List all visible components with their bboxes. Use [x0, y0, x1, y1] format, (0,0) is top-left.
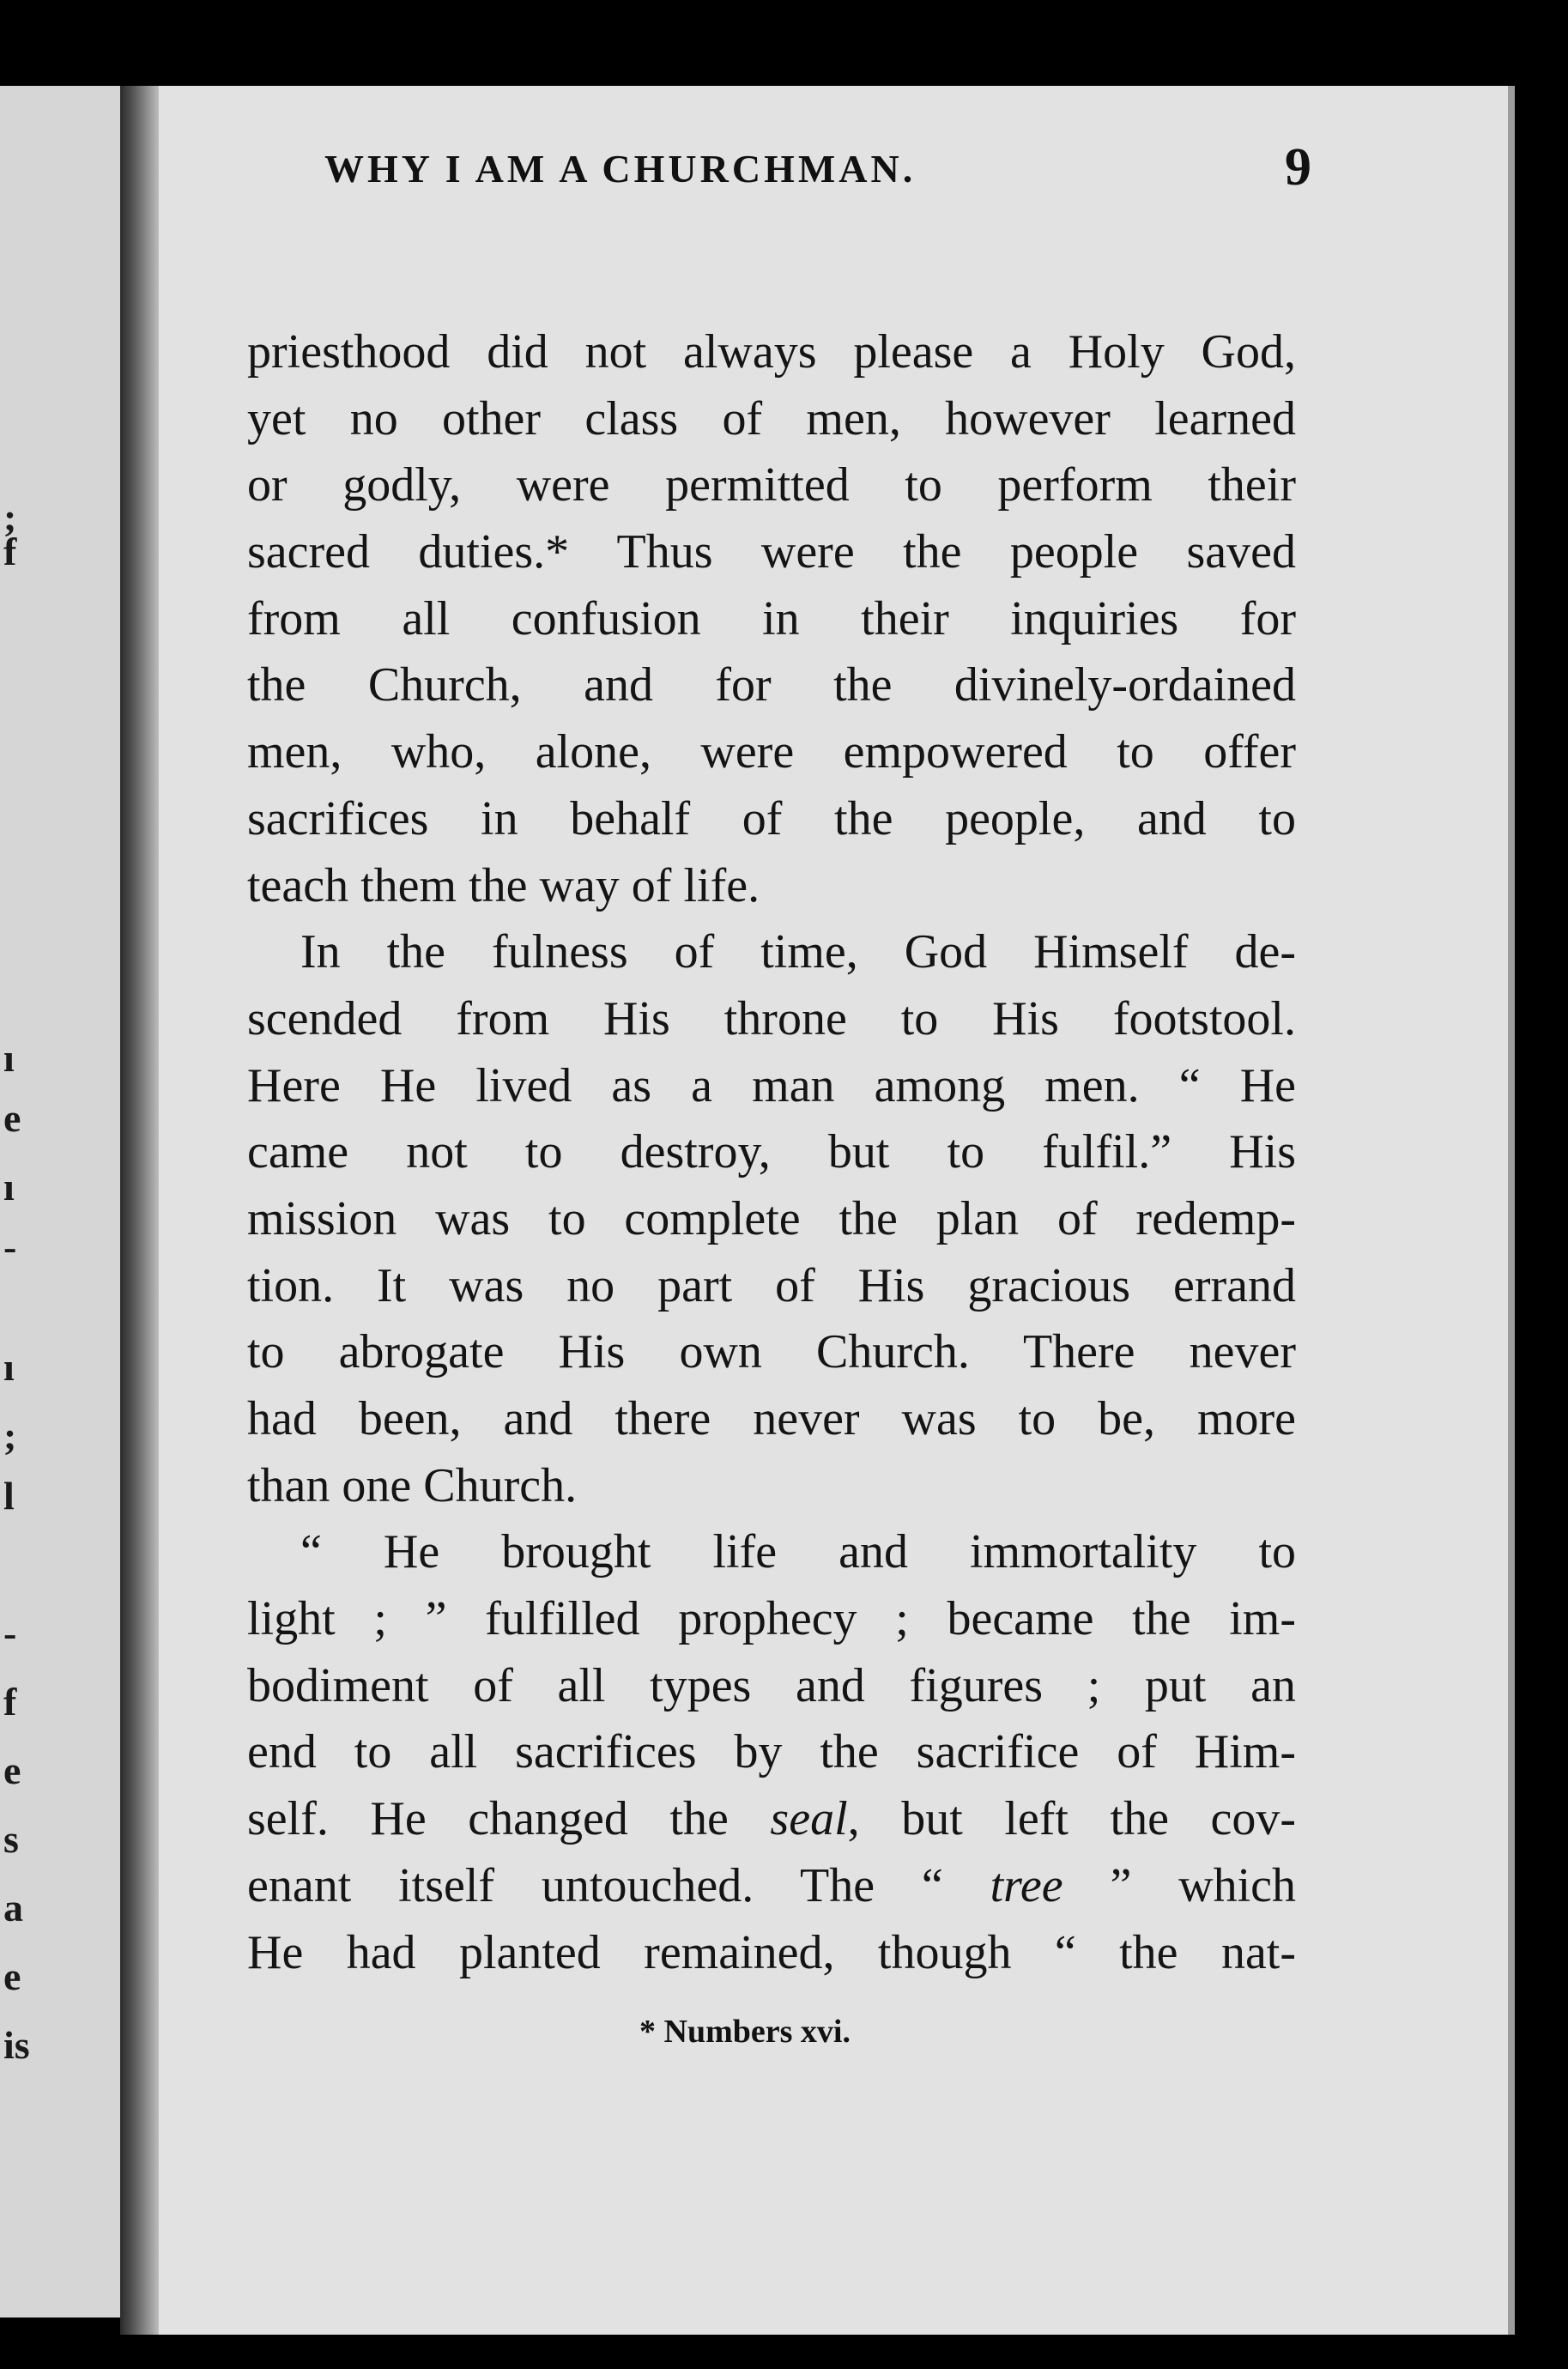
text-line: light ; ” fulfilled prophecy ; became the im-: [247, 1592, 1296, 1646]
edge-letter: s: [3, 1817, 19, 1861]
edge-letter: ı: [3, 1036, 15, 1080]
italic-word-seal: seal: [770, 1792, 848, 1846]
edge-letter: l: [3, 1474, 15, 1518]
edge-letter: is: [3, 2023, 30, 2067]
text-line: [247, 1853, 1296, 1920]
text-line: tion. It was no part of His gracious errand: [247, 1258, 1296, 1312]
text-line: teach them the way of life.: [247, 858, 760, 912]
text-line: from all confusion in their inquiries for: [247, 591, 1296, 645]
edge-letter: ı: [3, 1345, 15, 1389]
text-line: sacred duties.* Thus were the people saved: [247, 525, 1296, 579]
text-segment: enant itself untouched. The “: [247, 1858, 943, 1912]
page-number: 9: [1285, 138, 1311, 197]
edge-letter: a: [3, 1886, 23, 1930]
edge-letter: -: [3, 1611, 17, 1655]
text-line: end to all sacrifices by the sacrifice of Him-: [247, 1725, 1296, 1779]
text-segment: self. He changed the: [247, 1792, 729, 1846]
text-line: or godly, were permitted to perform their: [247, 458, 1296, 512]
text-line: mission was to complete the plan of redemp-: [247, 1191, 1296, 1245]
book-gutter: [120, 86, 163, 2335]
page-edge-shadow: [1508, 86, 1515, 2335]
text-line: had been, and there never was to be, more: [247, 1392, 1296, 1445]
text-line: Here He lived as a man among men. “ He: [247, 1058, 1296, 1112]
text-segment: , but left the cov-: [847, 1792, 1296, 1846]
text-line: yet no other class of men, however learned: [247, 391, 1296, 445]
edge-letter: e: [3, 1096, 21, 1140]
running-head: WHY I AM A CHURCHMAN.: [324, 147, 917, 191]
text-line: to abrogate His own Church. There never: [247, 1325, 1296, 1379]
edge-letter: -: [3, 1225, 17, 1269]
edge-letter: f: [3, 1680, 17, 1724]
text-line: scended from His throne to His footstool.: [247, 991, 1296, 1045]
text-line: In the fulness of time, God Himself de-: [300, 925, 1296, 979]
text-line: men, who, alone, were empowered to offer: [247, 725, 1296, 779]
text-line: “ He brought life and immortality to: [300, 1525, 1296, 1579]
italic-word-tree: tree: [990, 1858, 1063, 1912]
text-line: He had planted remained, though “ the nat-: [247, 1925, 1296, 1979]
facing-page-edge: [0, 86, 120, 2318]
facing-page-letters: [0, 86, 30, 2318]
text-line: the Church, and for the divinely-ordained: [247, 658, 1296, 712]
page-header: [324, 137, 1311, 206]
edge-letter: ;: [3, 1414, 17, 1457]
text-line: sacrifices in behalf of the people, and to: [247, 791, 1296, 845]
text-line: [247, 1786, 1296, 1853]
edge-letter: e: [3, 1748, 21, 1792]
edge-letter: e: [3, 1954, 21, 1998]
text-line: than one Church.: [247, 1458, 578, 1512]
text-segment: ” which: [1062, 1858, 1296, 1912]
text-line: priesthood did not always please a Holy God,: [247, 325, 1296, 379]
edge-letter: ;: [3, 495, 17, 539]
footnote: * Numbers xvi.: [639, 2014, 851, 2050]
edge-letter: f: [3, 530, 17, 573]
text-line: came not to destroy, but to fulfil.” His: [247, 1125, 1296, 1179]
edge-letter: ı: [3, 1165, 15, 1209]
text-line: bodiment of all types and figures ; put an: [247, 1658, 1296, 1712]
body-text: [247, 319, 1296, 1986]
